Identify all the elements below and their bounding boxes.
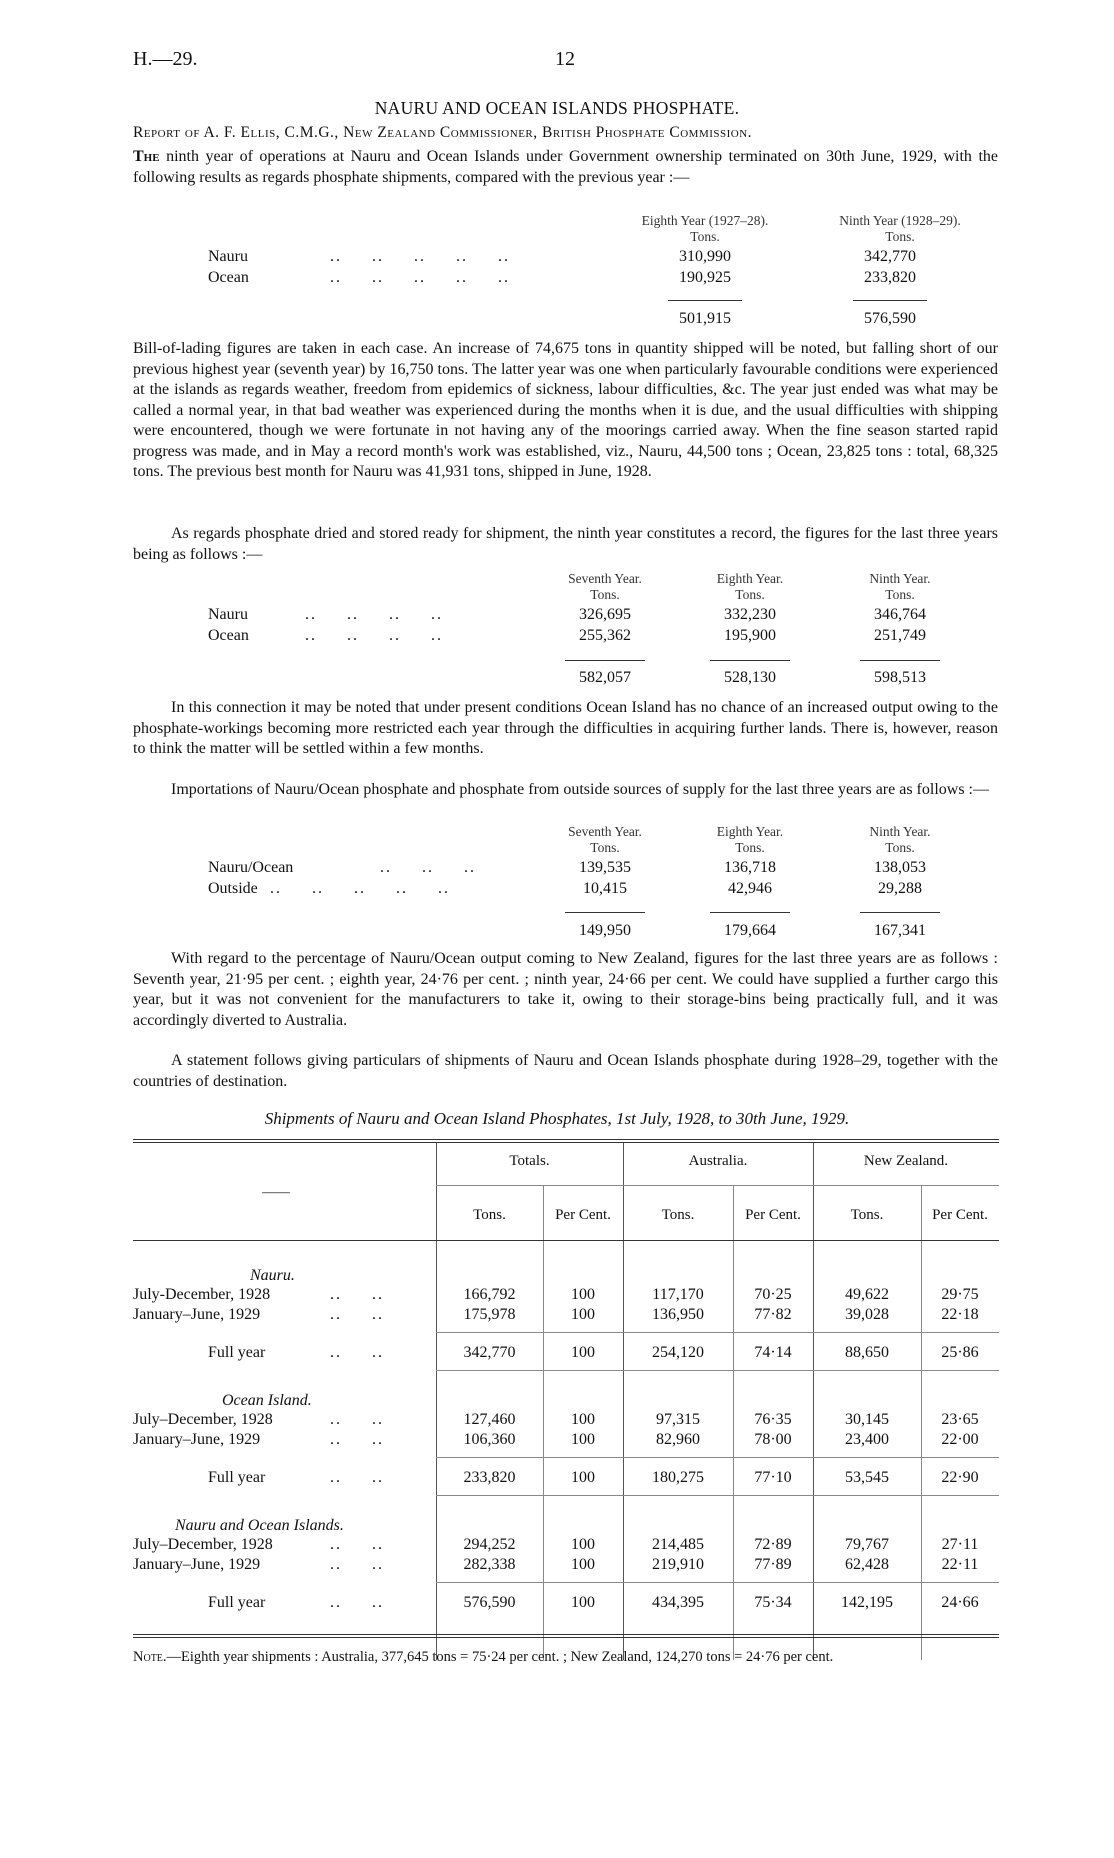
t3-sum-rule — [860, 912, 940, 913]
row-label: January–June, 1929 — [133, 1431, 261, 1448]
subtotal-rule — [436, 1495, 999, 1496]
subhead: Per Cent. — [932, 1207, 988, 1223]
cell: 282,338 — [463, 1556, 516, 1573]
cell: 27·11 — [941, 1536, 979, 1553]
cell: 22·11 — [941, 1556, 979, 1573]
cell: 127,460 — [463, 1411, 516, 1428]
t2-sum-rule — [565, 660, 645, 661]
full-year-cell: 254,120 — [652, 1344, 704, 1361]
cell: 70·25 — [754, 1286, 792, 1303]
t3-unit: Tons. — [590, 840, 620, 855]
t2-total: 528,130 — [724, 669, 776, 686]
t1-row-label: Nauru — [208, 248, 248, 265]
row-label: January–June, 1929 — [133, 1306, 261, 1323]
cell: 72·89 — [754, 1536, 792, 1553]
cell: 29·75 — [941, 1286, 979, 1303]
t2-row-label: Ocean — [208, 627, 249, 644]
full-year-cell: 88,650 — [845, 1344, 889, 1361]
t3-sum-rule — [565, 912, 645, 913]
t1-cell: 233,820 — [864, 269, 916, 286]
t2-unit: Tons. — [885, 587, 915, 602]
t2-unit: Tons. — [735, 587, 765, 602]
t3-cell: 10,415 — [583, 880, 627, 897]
group-head-australia: Australia. — [688, 1153, 748, 1169]
cell: 62,428 — [845, 1556, 889, 1573]
full-year-label: Full year — [208, 1469, 266, 1486]
stored-phosphate-paragraph: As regards phosphate dried and stored ready for shipment, the ninth year constitutes a record, the figures for the last three years being as follows :— — [133, 525, 998, 563]
t2-col: Ninth Year. — [869, 571, 931, 586]
cell: 100 — [571, 1306, 595, 1323]
t2-unit: Tons. — [590, 587, 620, 602]
full-year-cell: 100 — [571, 1469, 595, 1486]
cell: 100 — [571, 1556, 595, 1573]
page-number: 12 — [555, 48, 575, 70]
row-label: July–December, 1928 — [133, 1411, 273, 1428]
t3-row-label: Outside — [208, 880, 258, 897]
cell: 39,028 — [845, 1306, 889, 1323]
cell: 100 — [571, 1286, 595, 1303]
t1-sum-rule — [853, 300, 927, 301]
cell: 82,960 — [656, 1431, 700, 1448]
footnote-text: —Eighth year shipments : Australia, 377,645 tons = 75·24 per cent. ; New Zealand, 124,270 tons = 24·76 per cent. — [166, 1649, 834, 1665]
t2-total: 598,513 — [874, 669, 926, 686]
full-year-cell: 576,590 — [463, 1594, 516, 1611]
cell: 22·00 — [941, 1431, 979, 1448]
cell: 76·35 — [754, 1411, 792, 1428]
intro-paragraph — [133, 147, 998, 188]
table-bottom-rule — [133, 1634, 999, 1635]
full-year-cell: 434,395 — [652, 1594, 704, 1611]
full-year-cell: 342,770 — [463, 1344, 516, 1361]
subtotal-rule — [436, 1332, 999, 1333]
document-reference: H.—29. — [133, 48, 198, 70]
footnote — [133, 1649, 998, 1666]
subhead: Tons. — [661, 1207, 695, 1223]
ocean-island-paragraph: In this connection it may be noted that under present conditions Ocean Island has no chance of an increased output owing to the phosphate-workings becoming more restricted each year through the difficulties in acquiring further lands. There is, however, reason to think the matter will be settled within a few months. — [133, 699, 998, 757]
t1-unit-ninth: Tons. — [885, 229, 915, 244]
cell: 79,767 — [845, 1536, 889, 1553]
t2-cell: 195,900 — [724, 627, 776, 644]
statement-paragraph: A statement follows giving particulars of shipments of Nauru and Ocean Islands phosphate during 1928–29, together with the countries of destination. — [133, 1052, 998, 1090]
group-head-totals: Totals. — [509, 1153, 550, 1169]
subhead: Tons. — [850, 1207, 884, 1223]
full-year-cell: 233,820 — [463, 1469, 516, 1486]
t1-total: 501,915 — [679, 310, 731, 327]
t3-cell: 139,535 — [579, 859, 631, 876]
cell: 100 — [571, 1536, 595, 1553]
t3-total: 167,341 — [874, 922, 926, 939]
subtotal-rule — [436, 1370, 999, 1371]
cell: 294,252 — [463, 1536, 516, 1553]
cell: 219,910 — [652, 1556, 704, 1573]
footnote-label: Note. — [133, 1649, 167, 1665]
t3-total: 179,664 — [724, 922, 776, 939]
cell: 78·00 — [754, 1431, 792, 1448]
t3-total: 149,950 — [579, 922, 631, 939]
t3-col: Eighth Year. — [716, 824, 784, 839]
subhead: Per Cent. — [745, 1207, 801, 1223]
subtotal-rule — [436, 1582, 999, 1583]
t3-cell: 42,946 — [728, 880, 772, 897]
t3-cell: 136,718 — [724, 859, 776, 876]
cell: 106,360 — [463, 1431, 516, 1448]
subhead: Per Cent. — [555, 1207, 611, 1223]
t3-row-label: Nauru/Ocean — [208, 859, 294, 876]
full-year-cell: 142,195 — [841, 1594, 893, 1611]
cell: 117,170 — [652, 1286, 704, 1303]
t2-cell: 326,695 — [579, 606, 631, 623]
cell: 22·18 — [941, 1306, 979, 1323]
full-year-label: Full year — [208, 1344, 266, 1361]
group-head-rule — [436, 1185, 999, 1186]
t1-unit-eighth: Tons. — [690, 229, 720, 244]
full-year-cell: 75·34 — [754, 1594, 792, 1611]
section-heading: Nauru and Ocean Islands. — [175, 1517, 344, 1534]
group-head-new-zealand: New Zealand. — [863, 1153, 949, 1169]
t1-cell: 190,925 — [679, 269, 731, 286]
table-top-rule — [133, 1142, 999, 1143]
t2-col: Seventh Year. — [568, 571, 642, 586]
page-title: NAURU AND OCEAN ISLANDS PHOSPHATE. — [374, 98, 740, 118]
full-year-cell: 180,275 — [652, 1469, 704, 1486]
full-year-cell: 100 — [571, 1344, 595, 1361]
table-bottom-rule — [133, 1637, 999, 1638]
shipments-table-caption: Shipments of Nauru and Ocean Island Phosphates, 1st July, 1928, to 30th June, 1929. — [264, 1109, 850, 1128]
full-year-label: Full year — [208, 1594, 266, 1611]
full-year-cell: 100 — [571, 1594, 595, 1611]
t3-cell: 138,053 — [874, 859, 926, 876]
t2-cell: 332,230 — [724, 606, 776, 623]
full-year-cell: 77·10 — [754, 1469, 792, 1486]
cell: 175,978 — [463, 1306, 516, 1323]
t1-col-ninth: Ninth Year (1928–29). — [839, 213, 961, 228]
t2-col: Eighth Year. — [716, 571, 784, 586]
row-label: January–June, 1929 — [133, 1556, 261, 1573]
cell: 136,950 — [652, 1306, 704, 1323]
cell: 100 — [571, 1411, 595, 1428]
cell: 97,315 — [656, 1411, 700, 1428]
t2-cell: 255,362 — [579, 627, 631, 644]
full-year-cell: 74·14 — [754, 1344, 792, 1361]
intro-text: ninth year of operations at Nauru and Ocean Islands under Government ownership terminated on 30th June, 1929, with the following results as regards phosphate shipments, compared with the previous year :— — [133, 148, 998, 186]
t2-sum-rule — [710, 660, 790, 661]
t3-sum-rule — [710, 912, 790, 913]
t3-unit: Tons. — [885, 840, 915, 855]
cell: 100 — [571, 1431, 595, 1448]
t2-cell: 251,749 — [874, 627, 926, 644]
cell: 23·65 — [941, 1411, 979, 1428]
cell: 214,485 — [652, 1536, 704, 1553]
t2-cell: 346,764 — [874, 606, 926, 623]
row-label: July-December, 1928 — [133, 1286, 271, 1303]
t2-row-label: Nauru — [208, 606, 248, 623]
cell: 23,400 — [845, 1431, 889, 1448]
section-heading: Ocean Island. — [222, 1392, 312, 1409]
intro-lead-word: The — [133, 148, 160, 165]
t1-row-label: Ocean — [208, 269, 249, 286]
percentage-paragraph: With regard to the percentage of Nauru/Ocean output coming to New Zealand, figures for the last three years are as follows : Seventh year, 21·95 per cent. ; eighth year, 24·76 per cent. ; ninth year, 24·66 per cent. We could have supplied a further cargo this year, but it was not convenient for the manufacturers to take it, owing to their storage-bins being practically full, and it was accordingly diverted to Australia. — [133, 950, 998, 1029]
t1-cell: 310,990 — [679, 248, 731, 265]
full-year-cell: 24·66 — [941, 1594, 979, 1611]
subtotal-rule — [436, 1457, 999, 1458]
table-top-rule — [133, 1139, 999, 1140]
stub-dash: —— — [262, 1185, 290, 1200]
t2-total: 582,057 — [579, 669, 631, 686]
t1-col-eighth: Eighth Year (1927–28). — [641, 213, 769, 228]
head-bottom-rule — [133, 1240, 999, 1241]
t3-cell: 29,288 — [878, 880, 922, 897]
t1-total: 576,590 — [864, 310, 916, 327]
t1-cell: 342,770 — [864, 248, 916, 265]
cell: 166,792 — [463, 1286, 516, 1303]
importations-paragraph: Importations of Nauru/Ocean phosphate and phosphate from outside sources of supply for the last three years are as follows :— — [171, 781, 989, 798]
full-year-cell: 25·86 — [941, 1344, 979, 1361]
full-year-cell: 22·90 — [941, 1469, 979, 1486]
subhead: Tons. — [473, 1207, 506, 1223]
cell: 30,145 — [845, 1411, 889, 1428]
t3-col: Ninth Year. — [869, 824, 931, 839]
cell: 77·89 — [754, 1556, 792, 1573]
bill-of-lading-paragraph: Bill-of-lading figures are taken in each case. An increase of 74,675 tons in quantity shipped will be noted, but falling short of our previous highest year (seventh year) by 16,750 tons. The latter year was one when particularly favourable conditions were experienced at the islands as regards weather, freedom from epidemics of sickness, labour difficulties, &c. The year just ended was what may be called a normal year, in that bad weather was experienced during the months when it is due, and the usual difficulties with shipping were encountered, though we were fortunate in not having any of the moorings carried away. When the fine season started rapid progress was made, and in May a record month's work was established, viz., Nauru, 44,500 tons ; Ocean, 23,825 tons : total, 68,325 tons. The previous best month for Nauru was 41,931 tons, shipped in June, 1928. — [133, 340, 998, 480]
t3-col: Seventh Year. — [568, 824, 642, 839]
cell: 49,622 — [845, 1286, 889, 1303]
section-heading: Nauru. — [250, 1267, 295, 1284]
full-year-cell: 53,545 — [845, 1469, 889, 1486]
row-label: July–December, 1928 — [133, 1536, 273, 1553]
report-byline: Report of A. F. Ellis, C.M.G., New Zealand Commissioner, British Phosphate Commission. — [133, 124, 753, 141]
cell: 77·82 — [754, 1306, 792, 1323]
t1-sum-rule — [668, 300, 742, 301]
t2-sum-rule — [860, 660, 940, 661]
t3-unit: Tons. — [735, 840, 765, 855]
